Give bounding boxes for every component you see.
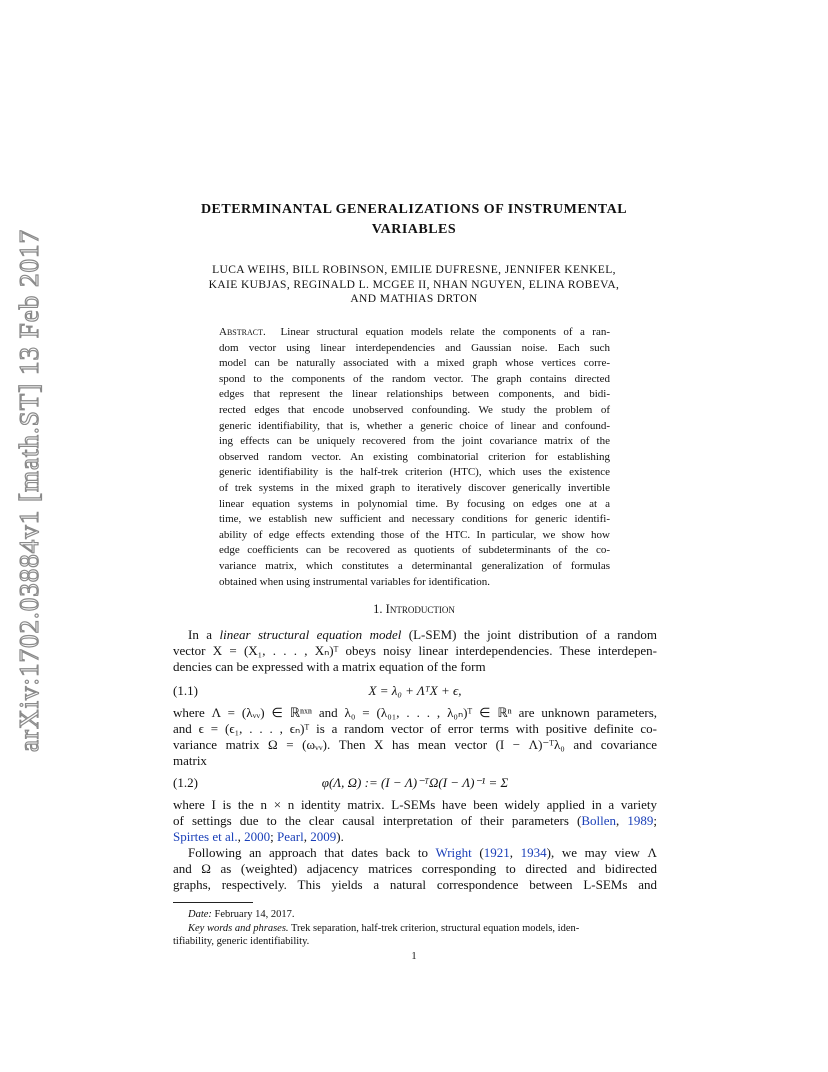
emphasis: linear structural equation model (219, 627, 402, 642)
citation-link[interactable]: Bollen (581, 813, 617, 828)
arxiv-sidebar (14, 0, 70, 1072)
equation-number: (1.1) (173, 683, 198, 698)
author-line-3: AND MATHIAS DRTON (350, 293, 478, 305)
citation-link[interactable]: Spirtes et al. (173, 829, 238, 844)
equation-formula: φ(Λ, Ω) := (I − Λ)⁻ᵀΩ(I − Λ)⁻¹ = Σ (321, 775, 509, 790)
text-line: Spirtes et al., 2000; Pearl, 2009). (173, 829, 344, 844)
paragraph-params (173, 705, 657, 769)
text-line: of settings due to the clear causal interpretation of their parameters (Bollen, 1989; (173, 813, 658, 828)
date-value: February 14, 2017. (211, 909, 295, 920)
abstract-line: time, we establish new sufficient and necessary conditions for generic identifi- (219, 513, 610, 526)
text-line: where Λ = (λᵥᵥ) ∈ ℝⁿˣⁿ and λ₀ = (λ₀₁, . . . , λ₀ₙ)ᵀ ∈ ℝⁿ are unknown parameters, (173, 705, 657, 720)
footnote-rule (173, 902, 253, 903)
citation-link[interactable]: Pearl (277, 829, 304, 844)
citation-year-link[interactable]: 1921 (483, 845, 510, 860)
paragraph-intro (173, 627, 657, 675)
text-line: where I is the n × n identity matrix. L-SEMs have been widely applied in a variety (173, 797, 657, 812)
paragraph-applications (173, 797, 657, 845)
citation-year-link[interactable]: 2009 (310, 829, 337, 844)
text-line: and Ω as (weighted) adjacency matrices corresponding to directed and bidirected (173, 861, 657, 876)
keywords-continued: tifiability, generic identifiability. (173, 936, 310, 947)
citation-year-link[interactable]: 1934 (520, 845, 547, 860)
section-heading (0, 602, 828, 617)
citation-year-link[interactable]: 1989 (627, 813, 654, 828)
abstract-line: model can be naturally associated with a mixed graph whose vertices corre- (219, 357, 610, 370)
text-line: In a linear structural equation model (L-SEM) the joint distribution of a random (188, 627, 657, 642)
arxiv-stamp: arXiv:1702.03884v1 [math.ST] 13 Feb 2017 (14, 229, 44, 752)
equation-number: (1.2) (173, 775, 198, 790)
abstract-line: observed random vector. An existing combinatorial criterion for establishing (219, 450, 610, 463)
title-line-1: DETERMINANTAL GENERALIZATIONS OF INSTRUMENTAL (200, 202, 628, 217)
abstract-line: obtained when using instrumental variables for identification. (219, 575, 490, 588)
abstract-line: Abstract. Linear structural equation models relate the components of a ran- (219, 326, 610, 338)
abstract-line: of trek systems in the mixed graph to iteratively discover generically invertible (219, 481, 610, 494)
abstract-label: Abstract. (219, 326, 266, 338)
author-list (0, 263, 828, 307)
abstract-line: edge coefficients can be recovered as quotients of subdeterminants of the co- (219, 544, 610, 557)
section-number: 1. (373, 602, 383, 616)
text-line: variance matrix Ω = (ωᵥᵥ). Then X has mean vector (I − Λ)⁻ᵀλ₀ and covariance (173, 737, 657, 752)
section-name: Introduction (385, 602, 455, 616)
keywords-label: Key words and phrases. (188, 923, 289, 934)
abstract-line: linear equation systems in polynomial time. By focusing on edges one at a (219, 497, 610, 510)
text-line: and ϵ = (ϵ₁, . . . , ϵₙ)ᵀ is a random vector of error terms with positive definite co- (173, 721, 657, 736)
author-line-1: LUCA WEIHS, BILL ROBINSON, EMILIE DUFRESNE, JENNIFER KENKEL, (212, 264, 616, 276)
abstract-line: variance matrix, which constitutes a determinantal generalization of formulas (219, 559, 610, 572)
footnote-keywords: Key words and phrases. Trek separation, half-trek criterion, structural equation models, iden- tifiability, generic identifiability. (173, 922, 657, 948)
abstract-line: ing effects can be uniquely recovered from the joint covariance matrix of the (219, 435, 610, 448)
title-line-2: VARIABLES (371, 222, 457, 237)
page-number: 1 (411, 951, 417, 962)
abstract-line: dom vector using linear interdependencies and Gaussian noise. Each such (219, 341, 610, 354)
abstract-line: rected edges that encode unobserved confounding. We study the problem of (219, 403, 610, 416)
equation-formula: X = λ₀ + ΛᵀX + ϵ, (368, 683, 462, 698)
abstract-line: generic identifiability, that is, whether a generic choice of linear and confound- (219, 419, 610, 432)
paper-title (0, 200, 828, 240)
abstract-line: generic identifiability is the half-trek criterion (HTC), which uses the existence (219, 466, 610, 479)
text-line: Following an approach that dates back to Wright (1921, 1934), we may view Λ (188, 845, 657, 860)
citation-year-link[interactable]: 2000 (244, 829, 271, 844)
citation-link[interactable]: Wright (435, 845, 472, 860)
paragraph-wright (173, 845, 657, 893)
footnote-date (173, 908, 657, 921)
abstract (219, 325, 610, 590)
text-line: dencies can be expressed with a matrix equation of the form (173, 659, 486, 674)
author-line-2: KAIE KUBJAS, REGINALD L. MCGEE II, NHAN NGUYEN, ELINA ROBEVA, (208, 278, 620, 291)
abstract-line: ability of edge effects extending those of the HTC. In particular, we show how (219, 528, 610, 541)
text-line: vector X = (X₁, . . . , Xₙ)ᵀ obeys noisy linear interdependencies. These interdepen- (173, 643, 657, 658)
abstract-line: spond to the components of the random vector. The graph contains directed (219, 372, 610, 385)
date-label: Date: (188, 909, 212, 920)
text-line: matrix (173, 753, 207, 768)
text-line: graphs, respectively. This yields a natural correspondence between L-SEMs and (173, 877, 657, 892)
abstract-line: edges that represent the linear relationships between components, and bidi- (219, 388, 610, 401)
